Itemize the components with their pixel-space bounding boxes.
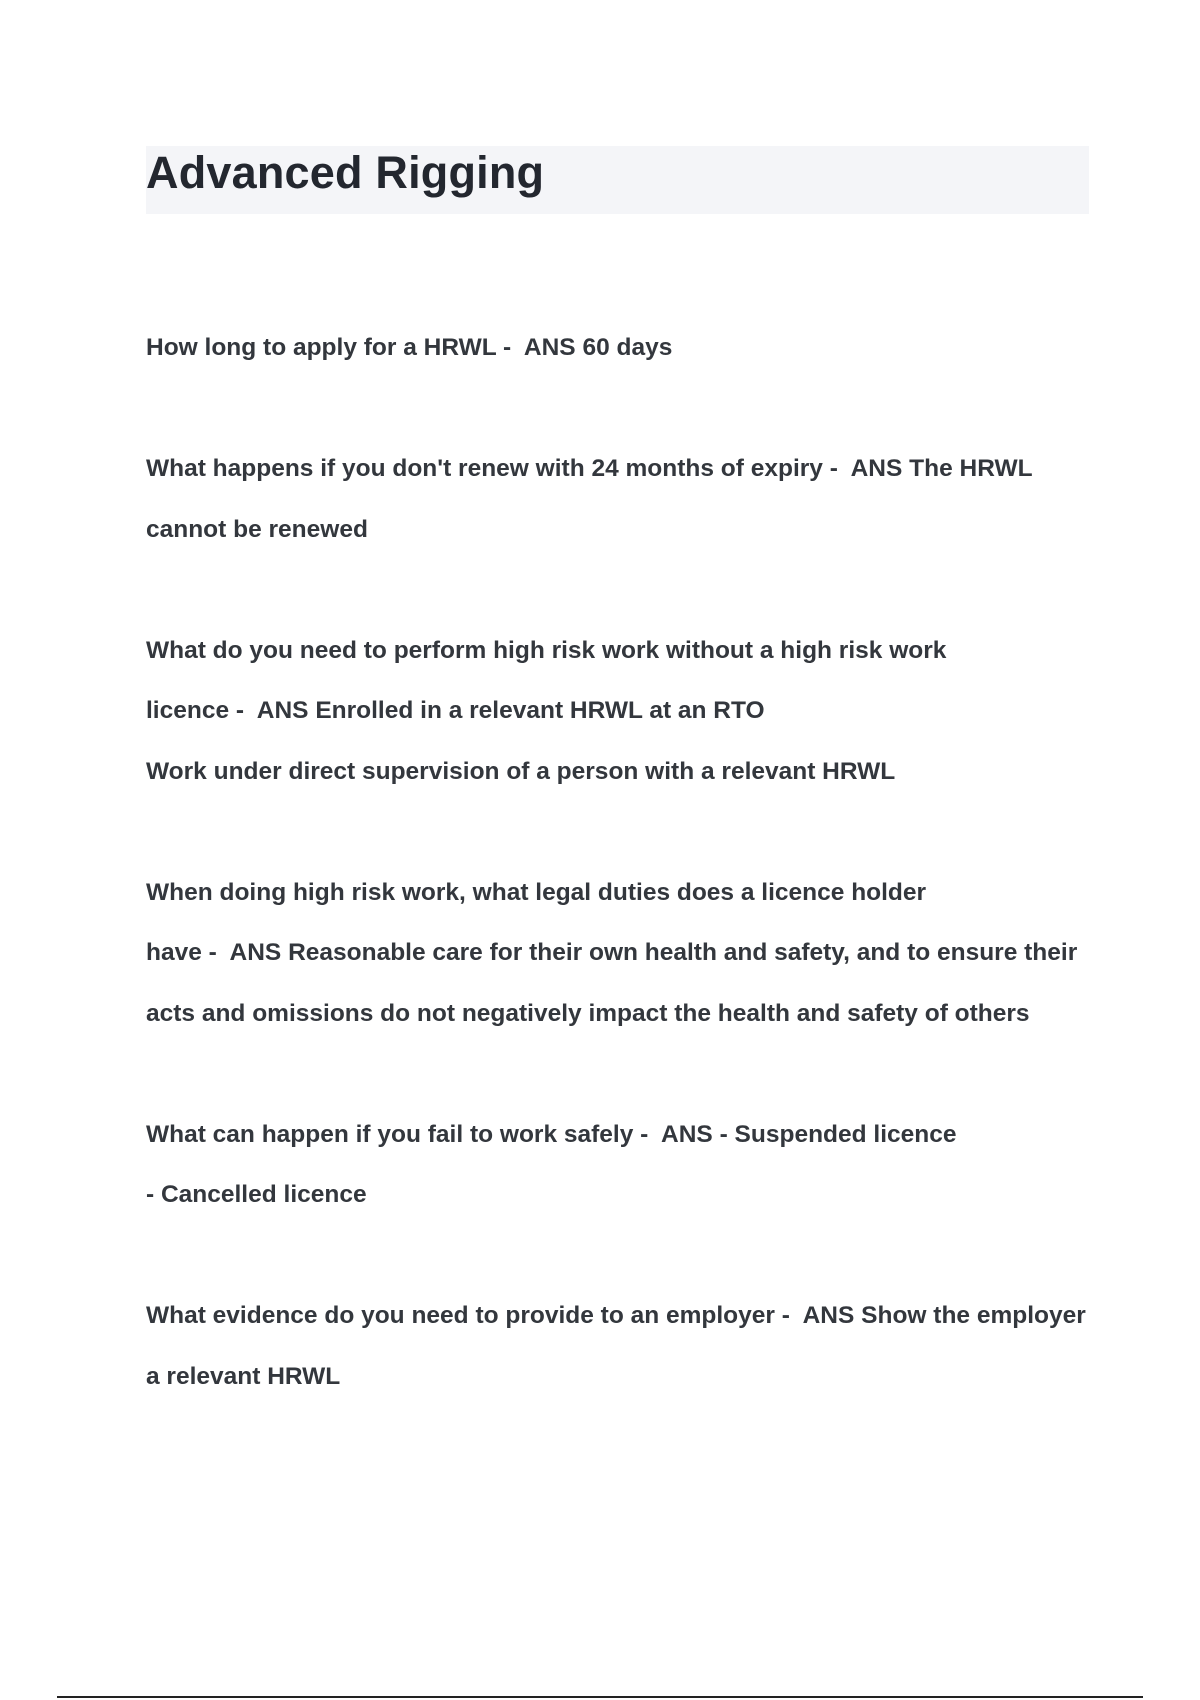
qa-item: What evidence do you need to provide to an employer - ANS Show the employer a relevant HRWL xyxy=(146,1302,1093,1390)
qa-item: What happens if you don't renew with 24 months of expiry - ANS The HRWL cannot be renewed xyxy=(146,455,1039,543)
qa-list xyxy=(146,318,1093,1468)
answer-text: The HRWL cannot be renewed xyxy=(146,455,1039,543)
answer-text: - Suspended licence - Cancelled licence xyxy=(146,1120,957,1208)
qa-item: When doing high risk work, what legal duties does a licence holder have - ANS Reasonable care for their own health and safety, and to ensure their acts and omissions do not negatively impact the health and safety of others xyxy=(146,878,1085,1027)
question-text: What can happen if you fail to work safely xyxy=(146,1120,634,1148)
answer-text: 60 days xyxy=(582,334,673,361)
question-text: When doing high risk work, what legal duties does a licence holder have xyxy=(146,878,933,966)
question-text: What evidence do you need to provide to an employer xyxy=(146,1302,775,1329)
qa-item: What do you need to perform high risk work without a high risk work licence - ANS Enrolled in a relevant HRWL at an RTO Work under direct supervision of a person with a relevant HRWL xyxy=(146,636,954,785)
page-title: Advanced Rigging xyxy=(146,147,545,198)
question-text: How long to apply for a HRWL xyxy=(146,334,497,361)
answer-text: Show the employer a relevant HRWL xyxy=(146,1302,1093,1390)
answer-text: Reasonable care for their own health and safety, and to ensure their acts and omissions do not negatively impact the health and safety of others xyxy=(146,939,1085,1027)
answer-text: Enrolled in a relevant HRWL at an RTO Work under direct supervision of a person with a relevant HRWL xyxy=(146,697,896,785)
qa-item: What can happen if you fail to work safely - ANS - Suspended licence - Cancelled licence xyxy=(146,1120,957,1208)
footer-divider xyxy=(57,1696,1143,1698)
question-text: What happens if you don't renew with 24 months of expiry xyxy=(146,455,823,482)
question-text: What do you need to perform high risk work without a high risk work licence xyxy=(146,636,954,724)
qa-item: How long to apply for a HRWL - ANS 60 days xyxy=(146,334,673,361)
